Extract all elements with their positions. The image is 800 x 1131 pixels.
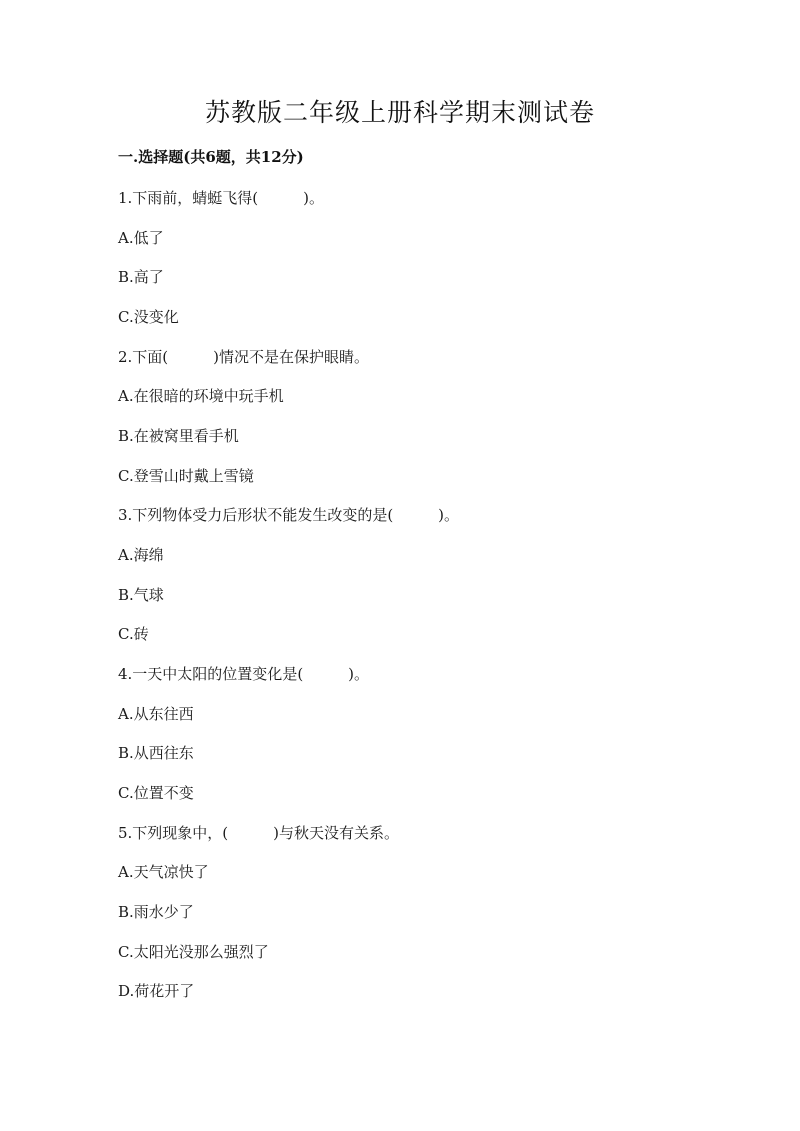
question-3-option-c: C.砖 xyxy=(118,625,149,643)
question-5-option-b: B.雨水少了 xyxy=(118,903,194,921)
page-title: 苏教版二年级上册科学期末测试卷 xyxy=(204,98,595,127)
question-4-option-a: A.从东往西 xyxy=(118,705,194,723)
question-4: 4.一天中太阳的位置变化是( )。 xyxy=(118,665,370,683)
question-1-option-b: B.高了 xyxy=(118,268,164,286)
question-1: 1.下雨前，蜻蜓飞得( )。 xyxy=(118,189,325,207)
question-4-option-c: C.位置不变 xyxy=(118,784,194,802)
question-4-option-b: B.从西往东 xyxy=(118,744,194,762)
question-2-option-a: A.在很暗的环境中玩手机 xyxy=(118,387,284,405)
section-heading: 一.选择题(共6题，共12分) xyxy=(118,148,304,166)
question-2-option-c: C.登雪山时戴上雪镜 xyxy=(118,467,254,485)
question-2-option-b: B.在被窝里看手机 xyxy=(118,427,239,445)
question-5-option-a: A.天气凉快了 xyxy=(118,863,209,881)
question-3-option-a: A.海绵 xyxy=(118,546,164,564)
question-2: 2.下面( )情况不是在保护眼睛。 xyxy=(118,348,370,366)
question-1-option-a: A.低了 xyxy=(118,229,164,247)
question-3: 3.下列物体受力后形状不能发生改变的是( )。 xyxy=(118,506,460,524)
question-5-option-c: C.太阳光没那么强烈了 xyxy=(118,943,269,961)
question-5: 5.下列现象中，( )与秋天没有关系。 xyxy=(118,824,400,842)
question-1-option-c: C.没变化 xyxy=(118,308,179,326)
question-5-option-d: D.荷花开了 xyxy=(118,982,195,1000)
question-3-option-b: B.气球 xyxy=(118,586,164,604)
